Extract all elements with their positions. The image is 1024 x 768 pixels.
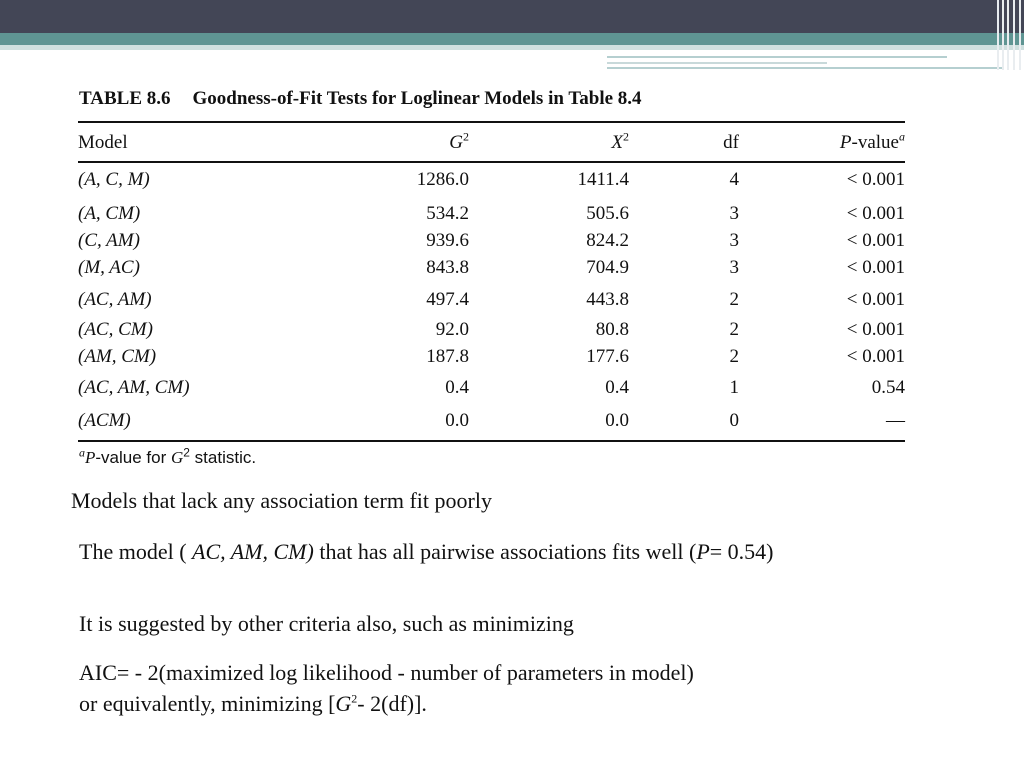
header-vertical-stripes	[995, 0, 1024, 70]
table-row	[78, 282, 905, 317]
body-paragraph-aic: AIC= - 2(maximized log likelihood - number of parameters in model) or equivalently, minimizing [$G^2-$ 2(df)].	[79, 660, 694, 716]
header-g2: $G^2$	[449, 129, 469, 153]
g2-cell: 939.6	[426, 230, 469, 251]
x2-cell: 0.4	[605, 377, 629, 398]
df-cell: 2	[729, 346, 739, 367]
header-accent-line	[607, 56, 947, 58]
table-title	[79, 88, 642, 110]
model-cell: (AC, AM)	[78, 288, 152, 310]
p-value-cell: < 0.001	[846, 257, 905, 278]
g2-cell: 497.4	[426, 288, 469, 310]
df-cell: 3	[729, 202, 739, 224]
g2-cell: 92.0	[435, 319, 469, 340]
table-bottom-rule	[78, 440, 905, 442]
p-value-cell: < 0.001	[846, 230, 905, 251]
header-x2: $X^2$	[611, 129, 629, 153]
table-row	[78, 371, 905, 405]
header-bar-teal	[0, 33, 1024, 45]
g2-cell: 1286.0	[416, 169, 469, 190]
p-value-cell: 0.54	[871, 377, 905, 398]
g2-cell: 187.8	[426, 346, 469, 367]
df-cell: 0	[729, 409, 739, 431]
x2-cell: 505.6	[586, 202, 629, 224]
x2-cell: 824.2	[586, 230, 629, 251]
p-value-cell: < 0.001	[846, 346, 905, 367]
p-value-cell: < 0.001	[846, 288, 905, 310]
g2-cell: 0.0	[445, 409, 469, 431]
df-cell: 2	[729, 288, 739, 310]
df-cell: 4	[729, 169, 739, 190]
header-accent-line	[607, 67, 1002, 69]
x2-cell: 704.9	[586, 257, 629, 278]
df-cell: 1	[729, 377, 739, 398]
df-cell: 3	[729, 257, 739, 278]
table-row	[78, 228, 905, 254]
x2-cell: 80.8	[595, 319, 629, 340]
model-cell: (AC, AM, CM)	[78, 377, 190, 398]
body-paragraph-poor-fit: Models that lack any association term fit poorly	[71, 488, 492, 513]
table-row	[78, 254, 905, 282]
p-value-cell: —	[886, 409, 905, 431]
model-cell: (ACM)	[78, 409, 131, 431]
table-row	[78, 317, 905, 343]
p-value-cell: < 0.001	[846, 202, 905, 224]
model-cell: (AC, CM)	[78, 319, 153, 340]
header-model: Model	[78, 131, 128, 153]
table-top-rule	[78, 121, 905, 123]
df-cell: 3	[729, 230, 739, 251]
table-number: TABLE 8.6	[79, 88, 171, 109]
table-header-row	[78, 124, 905, 161]
table-footnote: $^a$P-value for $G^2$ statistic.	[79, 445, 257, 467]
g2-cell: 534.2	[426, 202, 469, 224]
model-cell: (A, C, M)	[78, 169, 150, 190]
table-row	[78, 161, 905, 199]
g2-cell: 843.8	[426, 257, 469, 278]
table-row	[78, 199, 905, 228]
x2-cell: 443.8	[586, 288, 629, 310]
g2-cell: 0.4	[445, 377, 469, 398]
goodness-of-fit-table	[78, 124, 905, 436]
model-cell: (C, AM)	[78, 230, 140, 251]
model-cell: (AM, CM)	[78, 346, 157, 367]
model-cell: (M, AC)	[78, 257, 140, 278]
table-row	[78, 405, 905, 436]
x2-cell: 0.0	[605, 409, 629, 431]
df-cell: 2	[729, 319, 739, 340]
table-caption: Goodness-of-Fit Tests for Loglinear Models in Table 8.4	[192, 88, 642, 109]
table-row	[78, 343, 905, 371]
x2-cell: 177.6	[586, 346, 629, 367]
p-value-cell: < 0.001	[846, 319, 905, 340]
x2-cell: 1411.4	[577, 169, 629, 190]
header-p-value: P-value$^a$	[839, 129, 905, 153]
header-accent-line	[607, 62, 827, 64]
header-df: df	[723, 131, 739, 153]
body-paragraph-pairwise: The model ( AC, AM, CM) that has all pairwise associations fits well (P= 0.54)	[79, 539, 774, 564]
header-bar-teal-light	[0, 45, 1024, 50]
model-cell: (A, CM)	[78, 202, 141, 224]
body-paragraph-criteria: It is suggested by other criteria also, such as minimizing	[79, 611, 574, 636]
p-value-cell: < 0.001	[846, 169, 905, 190]
header-bar-dark	[0, 0, 1024, 33]
